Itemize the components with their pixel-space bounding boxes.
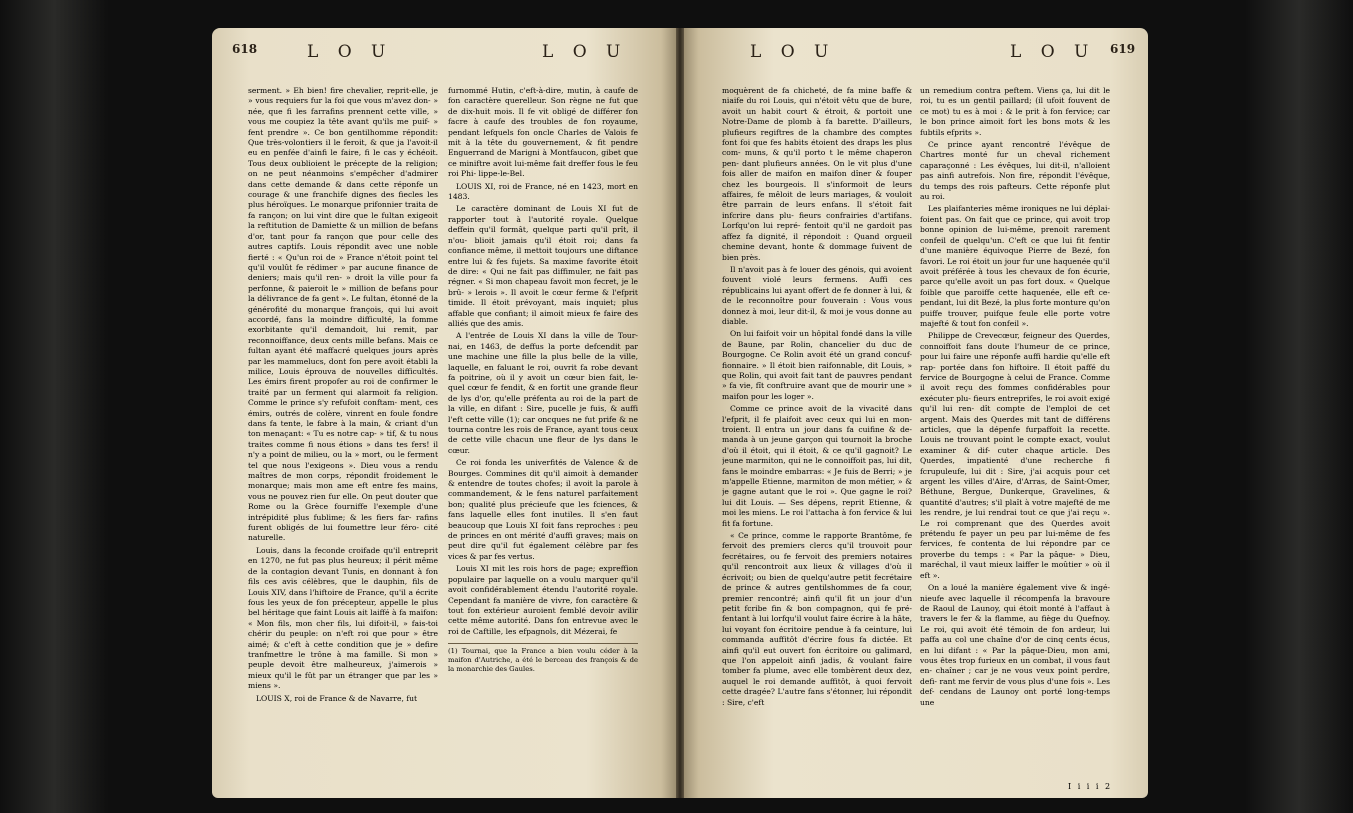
right-column-1 xyxy=(722,86,912,776)
paragraph: Philippe de Crevecœur, feigneur des Querdes, connoiffoit fans doute l'humeur de ce prince, pour lui faire une réponfe auffi hardie qu'elle eft rap- portée dans fon hiftoire. Il étoit paffé du fervice de Bourgogne à celui de France. Comme il avoit reçu des fommes confidérables pour exécuter plu- fieurs entreprifes, le roi avoit exigé qu'il lui ren- dît compte de l'emploi de cet argent. Mais des Querdes mit tant de différens articles, que la dépenfe furpaffoit la recette. Louis ne trouvant point le compte exact, voulut examiner & dif- cuter chaque article. Des Querdes, impatienté d'une recherche fi fcrupuleufe, lui dit : Sire, j'ai acquis pour cet argent les villes d'Aire, d'Arras, de Saint-Omer, Béthune, Bergue, Dunkerque, Gravelines, & quantité d'autres; s'il plaît à votre majefté de me les rendre, je lui rendrai tout ce que j'ai reçu ». Le roi comprenant que des Querdes avoit prétendu fe payer un peu par lui-même de fes fervices, fe contenta de lui répondre par ce proverbe du temps : « Par la pâque- » Dieu, maréchal, il vaut mieux laiffer le moûtier » où il eft ». xyxy=(920,331,1110,580)
paragraph: LOUIS X, roi de France & de Navarre, fut xyxy=(256,693,418,703)
paragraph: A l'entrée de Louis XI dans la ville de Tour- nai, en 1463, de deffus la porte defcendit par une machine une fille la plus belle de la ville, laquelle, en faluant le roi, ouvrit fa robe devant fa poitrine, où il y avoit un cœur bien fait, le- quel cœur fe fendit, & en fortit une grande fleur de lys d'or, qu'elle préfenta au roi de la part de la ville, en difant : Sire, pucelle je fuis, & auffi l'eft cette ville (1); car oncques ne fut prife & ne tourna contre les rois de France, ayant tous ceux de cette ville chacun une fleur de lys dans le cœur. xyxy=(448,331,638,455)
paragraph: Il n'avoit pas à fe louer des génois, qui avoient fouvent violé leurs fermens. Auffi ces républicains lui ayant offert de fe donner à lui, & de le reconnoître pour fouverain : Vous vous donnez à moi, leur dit-il, & moi je vous donne au diable. xyxy=(722,264,912,326)
paragraph: Comme ce prince avoit de la vivacité dans l'efprit, il fe plaifoit avec ceux qui lui en mon- troient. Il entra un jour dans fa cuifine & de- manda à un jeune garçon qui tournoit la broche d'où il étoit, qui il étoit, & ce qu'il gagnoit? Le jeune marmiton, qui ne le connoiffoit pas, lui dit, fans le moindre embarras: « Je fuis de Berri; » je m'appelle Etienne, marmiton de mon métier, » & je gagne autant que le roi ». Que gagne le roi? lui dit Louis. — Ses dépens, reprit Etienne, & moi les miens. Le roi l'attacha à fon fervice & lui fit fa fortune. xyxy=(722,404,912,528)
paragraph: Les plaifanteries même ironiques ne lui déplai- foient pas. On fait que ce prince, qui avoit trop bonne opinion de lui-même, prenoit rarement confeil de quelqu'un. C'eft ce que lui fit fentir d'une manière équivoque Pierre de Bezé, fon favori. Le roi étoit un jour fur une haquenée qu'il avoit préférée à tous les chevaux de fon écurie, parce qu'elle avoit un pas fort doux. « Quelque foible que paroiffe cette haquenée, elle eft ce- pendant, lui dit Bezé, la plus forte monture qu'on puiffe trouver, puifque feule elle porte votre majefté & tout fon confeil ». xyxy=(920,204,1110,328)
paragraph: Ce prince ayant rencontré l'évêque de Chartres monté fur un cheval richement caparaçonné : Les évêques, lui dit-il, n'alloient pas ainfi autrefois. Non fire, répondit l'évêque, du temps des rois pafteurs. Cette réponfe plut au roi. xyxy=(920,140,1110,202)
paragraph: serment. » Eh bien! fire chevalier, reprit-elle, je » vous requiers fur la foi que vous m'avez don- » née, que fi les farrafins prennent cette ville, » vous me coupiez la tête avant qu'ils me puif- » fent prendre ». Ce bon gentilhomme répondit: Que très-volontiers il le feroit, & que ja l'avoit-il eu en penfée d'ainfi le faire, fi le cas y échéoit. Tous deux oublioient le précepte de la religion; on ne peut néanmoins s'empêcher d'admirer dans cette demande & dans cette réponfe un courage & une franchife dignes des fiecles les plus héroïques. Le monarque prifonnier traita de fa rançon; on lui vint dire que le fultan exigeoit la reftitution de Damiette & un million de befans d'or, tant pour fa rançon que pour celle des autres captifs. Louis répondit avec une noble fierté : « Qu'un roi de » France n'étoit point tel qu'il voulût fe rédimer » par aucune finance de deniers; mais qu'il ren- » droit la ville pour fa perfonne, & paieroit le » million de befans pour la délivrance de fa gent ». Le fultan, étonné de la générofité du monarque françois, qui lui avoit accordé, fans la moindre difficulté, la fomme exorbitante qu'il demandoit, lui remit, par reconnoiffance, deux cents mille befans. Mais ce fultan ayant été maffacré quelques jours après par les mammelucs, dont fon pere avoit établi la milice, Louis éprouva de nouvelles difficultés. Les émirs firent propofer au roi de confirmer le traité par un ferment qui alarmoit fa religion. Comme le prince s'y refufoit conftam- ment, ces émirs, outrés de colère, vinrent en foule fondre dans fa tente, le fabre à la main, & criant d'un ton menaçant: « Tu es notre cap- » tif, & tu nous traites comme fi nous étions » dans tes fers! il n'y a point de milieu, ou la » mort, ou le ferment tel que nous l'exigeons ». Dieu vous a rendu maîtres de mon corps, répondit froidement le monarque; mais mon ame eft entre fes mains, vous ne pouvez rien fur elle. On peut douter que Rome ou la Grèce fourniffe l'exemple d'une intrépidité plus fublime; & les fiers far- rafins furent obligés de lui foumettre leur féro- cité naturelle. xyxy=(248,86,438,543)
paragraph: furnommé Hutin, c'eft-à-dire, mutin, à caufe de fon caractère querelleur. Son règne ne fut que de dix-huit mois. Il fe vit obligé de différer fon facre à caufe des troubles de fon royaume, pendant lefquels fon oncle Charles de Valois fe mit à la tête du gouvernement, & fit pendre Enguerrand de Marigni à Montfaucon, gibet que ce miniftre avoit lui-même fait dreffer fous le feu roi Phi- lippe-le-Bel. xyxy=(448,86,638,179)
right-running-head-2: L O U xyxy=(1010,42,1096,62)
left-page-number: 618 xyxy=(232,42,258,56)
paragraph: Louis, dans la feconde croifade qu'il entreprit en 1270, ne fut pas plus heureux; il périt même de la contagion devant Tunis, en donnant à fon fils ces avis célèbres, que le dauphin, fils de Louis XIV, dans l'hiftoire de France, qu'il a écrite fous les yeux de fon précepteur, appelle le plus bel héritage que faint Louis ait laiffé à fa maifon: « Mon fils, mon cher fils, lui difoit-il, » fais-toi chérir du peuple: on n'eft roi que pour » être aimé; & c'eft à cette condition que je » defire tranfmettre le trône à ma famille. Si mon » peuple devoit être malheureux, j'aimerois » mieux qu'il le fût par un étranger que par les » miens ». xyxy=(248,545,438,691)
book-gutter xyxy=(676,28,684,798)
paragraph: Le caractère dominant de Louis XI fut de rapporter tout à l'autorité royale. Quelque deffein qu'il formât, quelque parti qu'il prît, il n'ou- blioit jamais qu'il étoit roi; dans fa confiance même, il mettoit toujours une diftance entre lui & fes fujets. Sa maxime favorite étoit de dire: « Qui ne fait pas diffimuler, ne fait pas régner. « Si mon chapeau favoit mon fecret, je le brû- » lerois ». Il avoit le cœur ferme & l'efprit timide. Il étoit prévoyant, mais inquiet; plus affable que confiant; il aimoit mieux fe faire des alliés que des amis. xyxy=(448,204,638,328)
right-column-2 xyxy=(920,86,1110,776)
right-running-head-1: L O U xyxy=(750,42,836,62)
paragraph: moquèrent de fa chicheté, de fa mine baffe & niaife du roi Louis, qui n'étoit vêtu que de bure, avoit un habit court & étroit, & portoit une Notre-Dame de plomb à fa barette. D'ailleurs, plufieurs regiftres de la chambre des comptes font foi que fes habits étoient des draps les plus com- muns, & qu'il porto t le même chaperon pen- dant plufieurs années. On le vit plus d'une fois aller de maifon en maifon dîner & fouper chez les bourgeois. Il s'informoit de leurs affaires, fe mêloit de leurs mariages, & vouloit être parrain de leurs enfans. Il s'étoit fait infcrire dans plu- fieurs confrairies d'artifans. Lorfqu'on lui repré- fentoit qu'il ne gardoit pas affez fa dignité, il répondoit : Quand orgueil chemine devant, honte & dommage fuivent de bien près. xyxy=(722,86,912,262)
paragraph: On lui faifoit voir un hôpital fondé dans la ville de Baune, par Rolin, chancelier du duc de Bourgogne. Ce Rolin avoit été un grand concuf- fionnaire. » Il étoit bien raifonnable, dit Louis, » que Rolin, qui avoit fait tant de pauvres pendant » fa vie, fît conftruire avant que de mourir une » maifon pour les loger ». xyxy=(722,329,912,401)
left-column-1 xyxy=(248,86,438,776)
paragraph: On a loué la manière également vive & ingé- nieufe avec laquelle il récompenfa la bravoure de Raoul de Launoy, qui étoit monté à l'affaut à travers le fer & la flamme, au fiège du Quefnoy. Le roi, qui avoit été témoin de fon ardeur, lui paffa au col une chaîne d'or de cinq cents écus, en lui difant : « Par la pâque-Dieu, mon ami, vous êtes trop furieux en un combat, il vous faut en- chaîner ; car je ne vous veux point perdre, defi- rant me fervir de vous plus d'une fois ». Les def- cendans de Launoy ont porté long-temps une xyxy=(920,583,1110,707)
paragraph: LOUIS XI, roi de France, né en 1423, mort en 1483. xyxy=(448,181,638,202)
left-page-header xyxy=(212,42,680,72)
paragraph: Ce roi fonda les univerfités de Valence & de Bourges. Commines dit qu'il aimoit à demander & entendre de toutes chofes; il avoit la parole à commandement, & le fens naturel parfaitement bon; qualité plus précieufe que les fciences, & fans laquelle elles font inutiles. Il s'en faut beaucoup que Louis XI foit fans reproches : peu de princes en ont mérité d'auffi graves; mais on peut dire qu'il fut également célèbre par fes vices & par fes vertus. xyxy=(448,458,638,561)
footnote: (1) Tournai, que la France a bien voulu céder à la maifon d'Autriche, a été le berceau des françois & de la monarchie des Gaules. xyxy=(448,643,638,674)
signature-mark: I i i i 2 xyxy=(1068,782,1113,791)
paragraph: Louis XI mit les rois hors de page; expreffion populaire par laquelle on a voulu marquer qu'il avoit confidérablement étendu l'autorité royale. Cependant fa manière de vivre, fon caractère & tout fon extérieur auroient femblé devoir avilir cette même autorité. Dans fon entrevue avec le roi de Caftille, les efpagnols, dit Mézerai, fe xyxy=(448,564,638,636)
right-page-header xyxy=(680,42,1148,72)
left-column-2 xyxy=(448,86,638,776)
left-running-head-2: L O U xyxy=(542,42,628,62)
paragraph: un remedium contra peftem. Viens ça, lui dit le roi, tu es un gentil paillard; (il ufoit fouvent de ce mot) tu es à moi : & le prit à fon fervice; car le bon prince aimoit fort les bons mots & les fubtils efprits ». xyxy=(920,86,1110,137)
right-page-number: 619 xyxy=(1110,42,1136,56)
left-running-head-1: L O U xyxy=(307,42,393,62)
paragraph: « Ce prince, comme le rapporte Brantôme, fe fervoit des premiers clercs qu'il trouvoit pour fecrétaires, ou fe fervoit des premiers notaires qu'il rencontroit aux lieux & villages d'où il écrivoit; ou bien de quelqu'autre petit fecrétaire de prince & autres gentilshommes de fa cour, premier rencontré; ainfi qu'il fit un jour d'un petit fcribe fin & bon compagnon, qui fe pré- fentant à lui lorfqu'il voulut faire écrire à la hâte, lui voyant fon écritoire pendue à fa ceinture, lui commanda auffitôt d'écrire fous fa dictée. Et ainfi qu'il eut ouvert fon écritoire ou galimard, que l'on appeloit ainfi jadis, & voulant faire tomber fa plume, avec elle tombèrent deux dez, auquel le roi demande auffitôt, à quoi fervoit cette dragée? L'autre fans s'étonner, lui répondit : Sire, c'eft xyxy=(722,531,912,707)
